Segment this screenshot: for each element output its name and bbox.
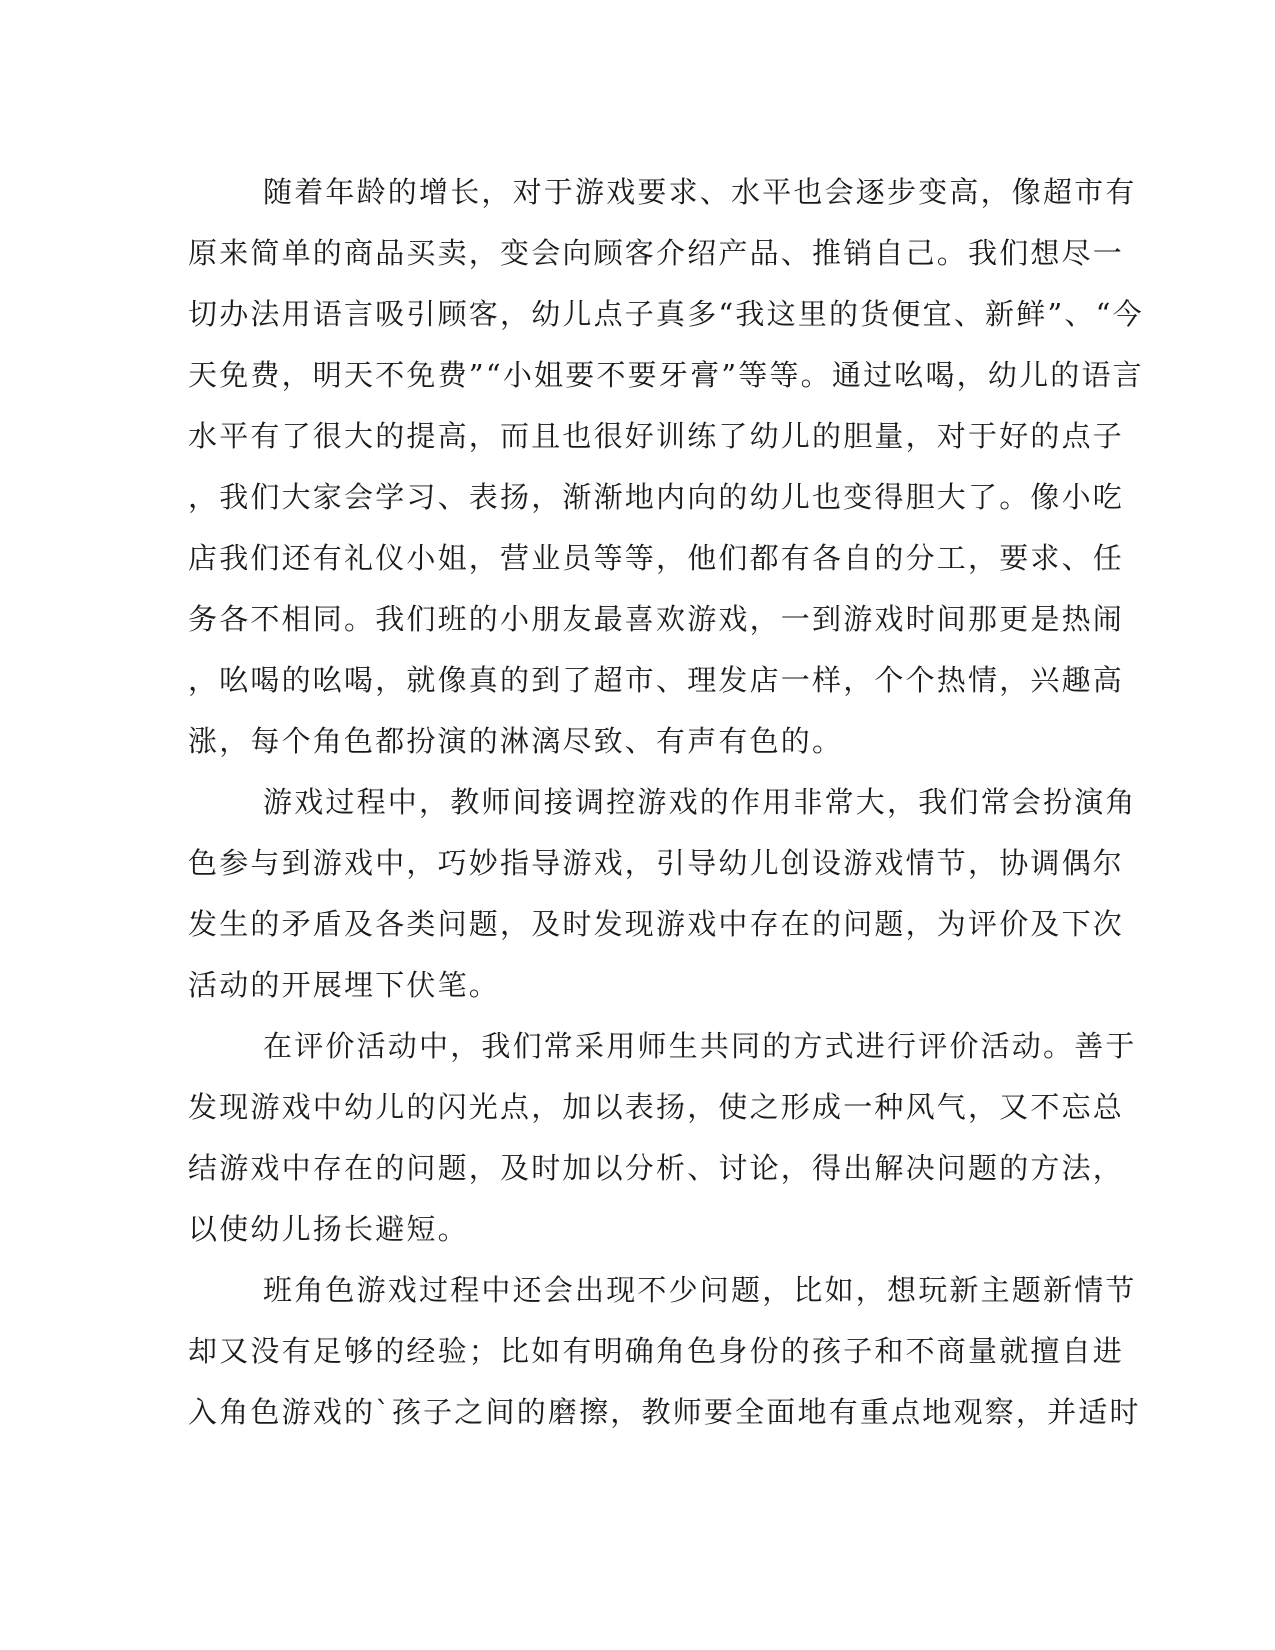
text-line: 发生的矛盾及各类问题，及时发现游戏中存在的问题，为评价及下次 (188, 907, 1125, 941)
text-line: 班角色游戏过程中还会出现不少问题，比如，想玩新主题新情节 (263, 1273, 1137, 1307)
text-line: ，吆喝的吆喝，就像真的到了超市、理发店一样，个个热情，兴趣高 (188, 663, 1125, 697)
text-line: 水平有了很大的提高，而且也很好训练了幼儿的胆量，对于好的点子 (188, 419, 1125, 453)
text-line: 切办法用语言吸引顾客，幼儿点子真多“我这里的货便宜、新鲜”、“今 (188, 297, 1144, 331)
text-line: 在评价活动中，我们常采用师生共同的方式进行评价活动。善于 (263, 1029, 1137, 1063)
text-line: 活动的开展埋下伏笔。 (188, 968, 501, 1002)
text-line: 发现游戏中幼儿的闪光点，加以表扬，使之形成一种风气，又不忘总 (188, 1090, 1125, 1124)
text-line: 原来简单的商品买卖，变会向顾客介绍产品、推销自己。我们想尽一 (188, 236, 1125, 270)
text-line: 务各不相同。我们班的小朋友最喜欢游戏，一到游戏时间那更是热闹 (188, 602, 1125, 636)
text-line: 以使幼儿扬长避短。 (188, 1212, 469, 1246)
text-line: 入角色游戏的`孩子之间的磨擦，教师要全面地有重点地观察，并适时 (188, 1395, 1141, 1429)
text-line: 结游戏中存在的问题，及时加以分析、讨论，得出解决问题的方法， (188, 1151, 1125, 1185)
text-line: 色参与到游戏中，巧妙指导游戏，引导幼儿创设游戏情节，协调偶尔 (188, 846, 1125, 880)
text-line: ，我们大家会学习、表扬，渐渐地内向的幼儿也变得胆大了。像小吃 (188, 480, 1125, 514)
text-line: 游戏过程中，教师间接调控游戏的作用非常大，我们常会扮演角 (263, 785, 1137, 819)
text-line: 却又没有足够的经验；比如有明确角色身份的孩子和不商量就擅自进 (188, 1334, 1125, 1368)
body-text (188, 162, 1144, 1443)
text-line: 店我们还有礼仪小姐，营业员等等，他们都有各自的分工，要求、任 (188, 541, 1125, 575)
paragraph-1 (188, 162, 1144, 772)
text-line: 天免费，明天不免费”“小姐要不要牙膏”等等。通过吆喝，幼儿的语言 (188, 358, 1144, 392)
paragraph-2 (188, 772, 1137, 1016)
text-line: 随着年龄的增长，对于游戏要求、水平也会逐步变高，像超市有 (263, 175, 1137, 209)
paragraph-3 (188, 1016, 1137, 1260)
text-line: 涨，每个角色都扮演的淋漓尽致、有声有色的。 (188, 724, 844, 758)
paragraph-4 (188, 1260, 1141, 1443)
